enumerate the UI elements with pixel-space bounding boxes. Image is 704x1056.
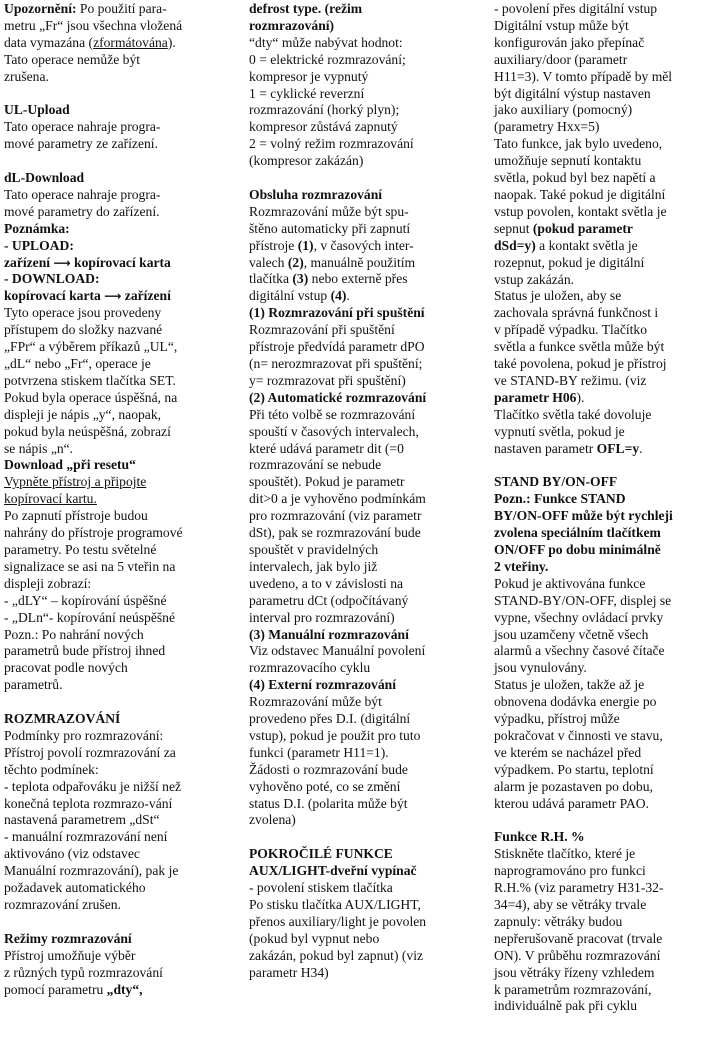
text-line: Digitální vstup může být	[494, 17, 629, 33]
text-line: zachovala správná funkčnost i	[494, 305, 659, 321]
text-line: - povolení stiskem tlačítka	[249, 880, 393, 896]
text-line: přístupem do složky nazvané	[4, 322, 163, 338]
text-line: Podmínky pro rozmrazování:	[4, 727, 164, 743]
text-line: „FPr“ a výběrem příkazů „UL“,	[4, 339, 178, 355]
text-line: spouštět). Pokud je parametr	[249, 474, 405, 490]
text-line: ON/OFF po dobu minimálně	[494, 541, 661, 557]
warning-heading: Upozornění:	[4, 1, 77, 16]
text-line: zrušena.	[4, 68, 49, 84]
text-line: Tato operace nahraje progra-	[4, 186, 161, 202]
text-line: Status je uložen, aby se	[494, 288, 622, 304]
text-line: nastavená parametrem „dSt“	[4, 812, 160, 828]
text-line: nepřerušovaně pracovat (trvale	[494, 930, 663, 946]
arrow-right-icon: ⟶	[53, 255, 71, 270]
upload-heading: UL-Upload	[4, 102, 70, 118]
text-line: těchto podmínek:	[4, 761, 99, 777]
text-line: výpadku, přístroj může	[494, 711, 620, 727]
text-line: Tato funkce, jak bylo uvedeno,	[494, 136, 663, 152]
text-line: rozmrazování)	[249, 17, 335, 33]
rh-function-heading: Funkce R.H. %	[494, 829, 585, 845]
column-1	[4, 1, 206, 998]
text-line: tlačítka (3) nebo externě přes	[249, 271, 408, 287]
text-line: R.H.% (viz parametry H31-32-	[494, 880, 664, 896]
text-line: Rozmrazování může být	[249, 694, 382, 710]
text-line: metru „Fr“ jsou všechna vložená	[4, 17, 183, 33]
defrost-modes-heading: Režimy rozmrazování	[4, 930, 132, 946]
text-line: BY/ON-OFF může být rychleji	[494, 508, 673, 524]
text-line: přístroje (1), v časových inter-	[249, 237, 414, 253]
text-line: vstup zakázán.	[494, 271, 575, 287]
text-line: alarm je pozastaven po dobu,	[494, 778, 653, 794]
text-line: Pokud je aktivována funkce	[494, 575, 646, 591]
text-line: Rozmrazování může být spu-	[249, 203, 409, 219]
text-line: Vypněte přístroj a připojte	[4, 474, 147, 490]
text-line: - „DLn“- kopírování neúspěšné	[4, 609, 175, 625]
text-line: 34=4), aby se větráky trvale	[494, 897, 647, 912]
text-line: rozmrazování se nebude	[249, 457, 382, 473]
text-line: 1 = cyklické reverzní	[249, 85, 365, 101]
text-line: světla a funkce světla může být	[494, 339, 665, 355]
text-line: Po stisku tlačítka AUX/LIGHT,	[249, 897, 421, 912]
text-line: se nápis „n“.	[4, 440, 74, 456]
text-line: kompresor zůstává zapnutý	[249, 119, 398, 135]
text-line: zvolena speciálním tlačítkem	[494, 525, 661, 541]
text-line: Tyto operace jsou provedeny	[4, 305, 162, 321]
text-line: signalizace se asi na 5 vteřin na	[4, 558, 176, 574]
text-line: štěno automaticky při zapnutí	[249, 220, 411, 236]
text-line: Přístroj povolí rozmrazování za	[4, 744, 176, 760]
text-line: (pokud byl vypnut nebo	[249, 930, 380, 946]
text-line: být digitální výstup nastaven	[494, 85, 651, 101]
text-line: ve STAND-BY režimu. (viz	[494, 372, 647, 388]
text-line: funkci (parametr H11=1).	[249, 744, 389, 760]
text-line: 2 = volný režim rozmrazování	[249, 136, 414, 152]
text-line: požadavek automatického	[4, 880, 146, 896]
text-line: Tlačítko světla také dovoluje	[494, 406, 652, 422]
text-line: interval pro rozmrazování)	[249, 609, 395, 625]
text-line: (parametry Hxx=5)	[494, 119, 600, 135]
text-line: STAND-BY/ON-OFF, displej se	[494, 592, 672, 608]
arrow-right-icon: ⟶	[104, 289, 122, 304]
aux-light-heading: AUX/LIGHT-dveřní vypínač	[249, 863, 417, 879]
text-line: rozmrazování (horký plyn);	[249, 102, 400, 118]
text-line: mové parametry ze zařízení.	[4, 136, 158, 152]
text-line: Tato operace nahraje progra-	[4, 119, 161, 135]
text-line: umožňuje sepnutí kontaktu	[494, 153, 642, 169]
text-line: které udává parametr dit (=0	[249, 440, 404, 456]
text-line: rozmrazovacího cyklu	[249, 660, 371, 676]
text-line: z různých typů rozmrazování	[4, 964, 163, 980]
standby-heading: STAND BY/ON-OFF	[494, 474, 618, 490]
text-line: jsou větráky řízeny vzhledem	[494, 964, 655, 980]
text-line: přístroje předvídá parametr dPO	[249, 339, 425, 355]
text-line: nahrány do přístroje programové	[4, 525, 183, 541]
text-line: vypnutí světla, pokud je	[494, 423, 625, 439]
text-line: potvrzena stiskem tlačítka SET.	[4, 372, 176, 388]
download-heading: dL-Download	[4, 170, 85, 186]
text-line: k parametrům rozmrazování,	[494, 981, 652, 997]
defrost-operation-heading: Obsluha rozmrazování	[249, 186, 383, 202]
text-line: - „dLY“ – kopírování úspěšné	[4, 592, 167, 608]
text-line: Při této volbě se rozmrazování	[249, 406, 416, 422]
text-line: parametrů bude přístroj ihned	[4, 643, 166, 659]
text-line: zvolena)	[249, 812, 296, 828]
text-line: Rozmrazování při spuštění	[249, 322, 395, 338]
text-line: parametr H06).	[494, 389, 585, 405]
text-line: Žádosti o rozmrazování bude	[249, 761, 408, 777]
text-line: 0 = elektrické rozmrazování;	[249, 51, 406, 67]
note-heading: Poznámka:	[4, 220, 70, 236]
automatic-defrost-heading: (2) Automatické rozmrazování	[249, 389, 427, 405]
text-line: jako auxiliary (pomocný)	[494, 102, 633, 118]
text-line: ve kterém se nacházel před	[494, 744, 642, 760]
text-line: Pokud byla operace úspěšná, na	[4, 389, 178, 405]
text-line: mové parametry do zařízení.	[4, 203, 160, 219]
manual-defrost-heading: (3) Manuální rozmrazování	[249, 626, 409, 642]
text-line: vyhověno poté, co se změní	[249, 778, 401, 794]
text-line: pracovat podle nových	[4, 660, 128, 676]
text-line: vstup), pokud je použit pro tuto	[249, 727, 421, 743]
column-2	[249, 1, 461, 982]
text-line: aktivováno (viz odstavec	[4, 846, 140, 862]
text-line: alarmů a všechny časové čítače	[494, 643, 665, 659]
text-line: spouštět v pravidelných	[249, 541, 379, 557]
text-line: v případě výpadku. Tlačítko	[494, 322, 648, 338]
text-line: 2 vteřiny.	[494, 558, 549, 574]
text-line: y= rozmrazovat při spuštění)	[249, 372, 406, 388]
text-line: přenos auxiliary/light je povolen	[249, 913, 427, 929]
text-line: valech (2), manuálně použitím	[249, 254, 416, 270]
text-line: parametr H34)	[249, 964, 329, 980]
external-defrost-heading: (4) Externí rozmrazování	[249, 677, 396, 693]
text-line: rozepnut, pokud je digitální	[494, 254, 645, 270]
formatted-term: zformátována	[93, 34, 168, 50]
download-flow: kopírovací karta ⟶ zařízení	[4, 288, 171, 304]
text-line: rozmrazování zrušen.	[4, 896, 122, 912]
text-line: „dL“ nebo „Fr“, operace je	[4, 356, 151, 371]
upload-flow: zařízení ⟶ kopírovací karta	[4, 254, 171, 270]
text-line: vstup povolen, kontakt světla je	[494, 203, 667, 219]
advanced-functions-heading: POKROČILÉ FUNKCE	[249, 846, 393, 862]
text-line: parametry. Po testu světelné	[4, 541, 157, 557]
text-line: konfigurován jako přepínač	[494, 34, 645, 50]
text-line: také povolena, pokud je přístroj	[494, 356, 667, 372]
text-line: dit>0 a je vyhověno podmínkám	[249, 491, 426, 507]
text-line: pokud byla neúspěšná, zobrazí	[4, 423, 171, 439]
defrost-type-heading: defrost type. (režim	[249, 1, 363, 16]
text-line: sepnut (pokud parametr	[494, 220, 633, 236]
text-line: obnovena dodávka energie po	[494, 694, 657, 710]
text-line: “dty“ může nabývat hodnot:	[249, 34, 403, 50]
text-line: kopírovací kartu.	[4, 491, 97, 507]
text-line: Tato operace nemůže být	[4, 51, 141, 67]
text-line: provedeno přes D.I. (digitální	[249, 711, 411, 727]
text-line: kterou udává parametr PAO.	[494, 795, 650, 811]
download-label: - DOWNLOAD:	[4, 271, 100, 287]
text-line: Stiskněte tlačítko, které je	[494, 846, 636, 862]
text-line: kompresor je vypnutý	[249, 68, 369, 84]
text-line: (kompresor zakázán)	[249, 153, 364, 169]
text-line: Viz odstavec Manuální povolení	[249, 643, 426, 659]
text-line: Manuální rozmrazování), pak je	[4, 863, 179, 879]
text-line: Po zapnutí přístroje budou	[4, 508, 148, 524]
text-line: jsou vynulovány.	[494, 660, 587, 676]
text-line: světla, pokud byl bez napětí a	[494, 170, 656, 186]
standby-note: Pozn.: Funkce STAND	[494, 491, 626, 507]
column-3	[494, 1, 700, 1015]
upload-label: - UPLOAD:	[4, 237, 74, 253]
text-line: pokračovat v činnosti ve stavu,	[494, 727, 663, 743]
text-line: konečná teplota rozmrazo-vání	[4, 795, 173, 811]
text-line: (n= nerozmrazovat při spuštění;	[249, 356, 423, 372]
text-line: auxiliary/door (parametr	[494, 51, 628, 67]
text-line: H11=3). V tomto případě by měl	[494, 68, 673, 84]
text-line: spouští v časových intervalech,	[249, 423, 419, 439]
text-line: pro rozmrazování (viz parametr	[249, 508, 422, 524]
text-line: naprogramováno pro funkci	[494, 863, 646, 879]
text-line: - manuální rozmrazování není	[4, 829, 168, 845]
text-line: - povolení přes digitální vstup	[494, 1, 658, 16]
text-line: výpadkem. Po startu, teplotní	[494, 761, 654, 777]
text-line: status D.I. (polarita může být	[249, 795, 408, 811]
text-line: - teplota odpařováku je nižší než	[4, 778, 182, 794]
text-line: Status je uložen, takže až je	[494, 677, 645, 693]
text-line: individuálně pak při cyklu	[494, 998, 638, 1014]
text-line: vypne, všechny ovládací prvky	[494, 609, 664, 625]
text-line: digitální vstup (4).	[249, 288, 350, 304]
defrost-section-heading: ROZMRAZOVÁNÍ	[4, 711, 121, 727]
reset-download-heading: Download „při resetu“	[4, 457, 136, 473]
warning-paragraph: Upozornění: Po použití para-	[4, 1, 167, 16]
text-line: zapnuly: větráky budou	[494, 913, 623, 929]
text-line: intervalech, jak bylo již	[249, 558, 378, 574]
text-line: jsou uzamčeny včetně všech	[494, 626, 649, 642]
text-line: ON). V průběhu rozmrazování	[494, 947, 661, 963]
text-line: dSt), pak se rozmrazování bude	[249, 525, 421, 541]
text-line: pomocí parametru „dty“,	[4, 981, 143, 997]
startup-defrost-heading: (1) Rozmrazování při spuštění	[249, 305, 425, 321]
text-line: uvedeno, a to v závislosti na	[249, 575, 404, 591]
text-line: zakázán, pokud byl zapnut) (viz	[249, 947, 424, 963]
text-line: displeji je nápis „y“, naopak,	[4, 406, 162, 422]
text-line: dSd=y) a kontakt světla je	[494, 237, 638, 253]
text-line: Pozn.: Po nahrání nových	[4, 626, 144, 642]
text-line: Přístroj umožňuje výběr	[4, 947, 136, 963]
text-line: parametru dCt (odpočítávaný	[249, 592, 409, 608]
text-line: data vymazána (zformátována).	[4, 34, 176, 50]
text-line: parametrů.	[4, 677, 63, 693]
text-line: displeji zobrazí:	[4, 575, 92, 591]
text-line: naopak. Také pokud je digitální	[494, 186, 666, 202]
text-line: nastaven parametr OFL=y.	[494, 440, 643, 456]
